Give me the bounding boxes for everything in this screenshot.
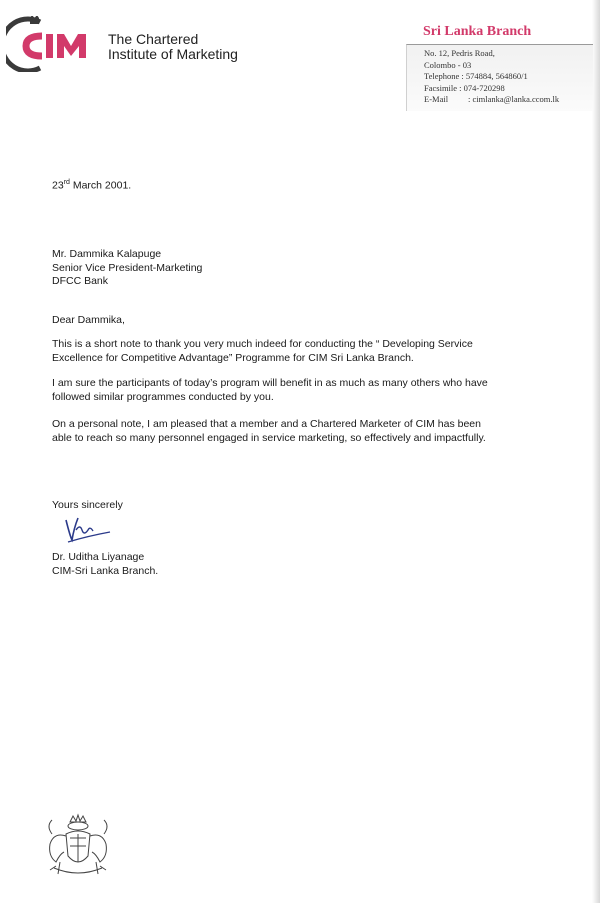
- organization-name: [108, 32, 238, 62]
- signer-block: [52, 551, 158, 578]
- signer-org: CIM-Sri Lanka Branch.: [52, 564, 159, 577]
- closing: Yours sincerely: [52, 499, 123, 511]
- date-day: 23: [52, 179, 64, 192]
- signature-icon: [60, 514, 116, 546]
- paragraph-2: [52, 377, 488, 404]
- paragraph-2-line1: I am sure the participants of today’s program will benefit in as much as many others who have: [52, 377, 488, 389]
- paragraph-2-line2: followed similar programmes conducted by you.: [52, 390, 274, 403]
- address-line1: No. 12, Pedris Road,: [424, 48, 495, 58]
- address-line2: Colombo - 03: [424, 59, 472, 70]
- paragraph-3-line1: On a personal note, I am pleased that a member and a Chartered Marketer of CIM has been: [52, 418, 481, 430]
- paragraph-3-line2: able to reach so many personnel engaged in service marketing, so effectively and impactfully.: [52, 431, 486, 444]
- paragraph-3: [52, 418, 486, 445]
- cim-logo-icon: [6, 16, 106, 72]
- fax-value: 074-720298: [463, 82, 505, 93]
- contact-details: [424, 48, 559, 106]
- date-rest: March 2001.: [69, 179, 132, 192]
- fax-row: [424, 83, 559, 95]
- recipient-block: [52, 248, 202, 289]
- letter-date: [52, 179, 131, 192]
- signer-name: Dr. Uditha Liyanage: [52, 551, 145, 563]
- email-row: [424, 94, 559, 106]
- paragraph-1-line2: Excellence for Competitive Advantage” Programme for CIM Sri Lanka Branch.: [52, 351, 414, 364]
- paragraph-1: [52, 338, 473, 365]
- email-value: : cimlanka@lanka.ccom.lk: [468, 94, 560, 104]
- branch-title: Sri Lanka Branch: [423, 24, 532, 39]
- email-label: E-Mail: [424, 94, 449, 104]
- recipient-name: Mr. Dammika Kalapuge: [52, 248, 162, 260]
- telephone-label: Telephone :: [424, 71, 464, 81]
- telephone-value: 574884, 564860/1: [465, 71, 528, 81]
- org-name-line2: Institute of Marketing: [108, 46, 238, 62]
- recipient-org: DFCC Bank: [52, 275, 109, 287]
- paragraph-1-line1: This is a short note to thank you very much indeed for conducting the “ Developing Service: [52, 338, 473, 350]
- org-name-line1: The Chartered: [108, 31, 199, 47]
- recipient-title: Senior Vice President-Marketing: [52, 261, 203, 274]
- page-edge-shadow: [592, 0, 600, 903]
- date-suffix: rd: [63, 179, 70, 186]
- coat-of-arms-crest-icon: [40, 812, 116, 882]
- salutation: Dear Dammika,: [52, 314, 125, 326]
- fax-label: Facsimile :: [424, 82, 462, 93]
- telephone-row: [424, 71, 559, 83]
